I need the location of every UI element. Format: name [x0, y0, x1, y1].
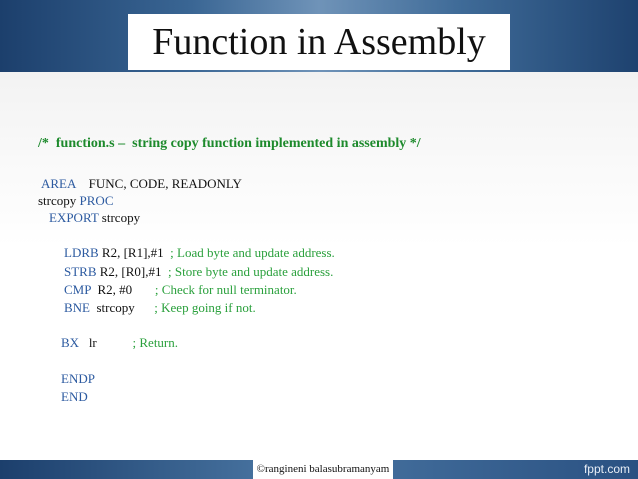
code-args: strcopy [101, 210, 141, 225]
code-comment: ; Keep going if not. [154, 300, 256, 315]
footer-credit: ©rangineni balasubramanyam [253, 460, 393, 479]
keyword-cmp: CMP [64, 282, 91, 297]
code-comment: ; Store byte and update address. [168, 264, 334, 279]
code-line-export [49, 210, 140, 226]
code-args: R2, [R1],#1 [101, 245, 164, 260]
keyword-ldrb: LDRB [64, 245, 99, 260]
code-line-strb [64, 264, 333, 280]
code-heading-comment: /* function.s – string copy function implemented in assembly */ [38, 136, 421, 151]
code-comment: ; Return. [132, 335, 179, 350]
keyword-export: EXPORT [49, 210, 99, 225]
keyword-bx: BX [61, 335, 80, 350]
code-line-proc [38, 193, 114, 209]
code-args: FUNC, CODE, READONLY [88, 176, 242, 191]
code-line-bne [64, 300, 256, 316]
code-line-endp [61, 371, 95, 387]
brand-logo: fppt.com [583, 462, 630, 476]
code-line-end [61, 389, 88, 405]
code-args: R2, [R0],#1 [99, 264, 162, 279]
code-line-bx [61, 335, 178, 351]
keyword-strb: STRB [64, 264, 97, 279]
code-comment: ; Load byte and update address. [170, 245, 335, 260]
code-comment: ; Check for null terminator. [154, 282, 297, 297]
keyword-endp: ENDP [61, 371, 95, 386]
code-line-ldrb [64, 245, 335, 261]
code-args: R2, #0 [97, 282, 133, 297]
keyword-area: AREA [41, 176, 76, 191]
keyword-end: END [61, 389, 88, 404]
code-args: strcopy [96, 300, 135, 315]
slide-title: Function in Assembly [152, 21, 486, 63]
keyword-proc: PROC [79, 193, 114, 208]
code-args: lr [88, 335, 97, 350]
keyword-bne: BNE [64, 300, 90, 315]
code-line-area [41, 176, 242, 192]
code-line-cmp [64, 282, 297, 298]
code-label: strcopy [38, 193, 77, 208]
